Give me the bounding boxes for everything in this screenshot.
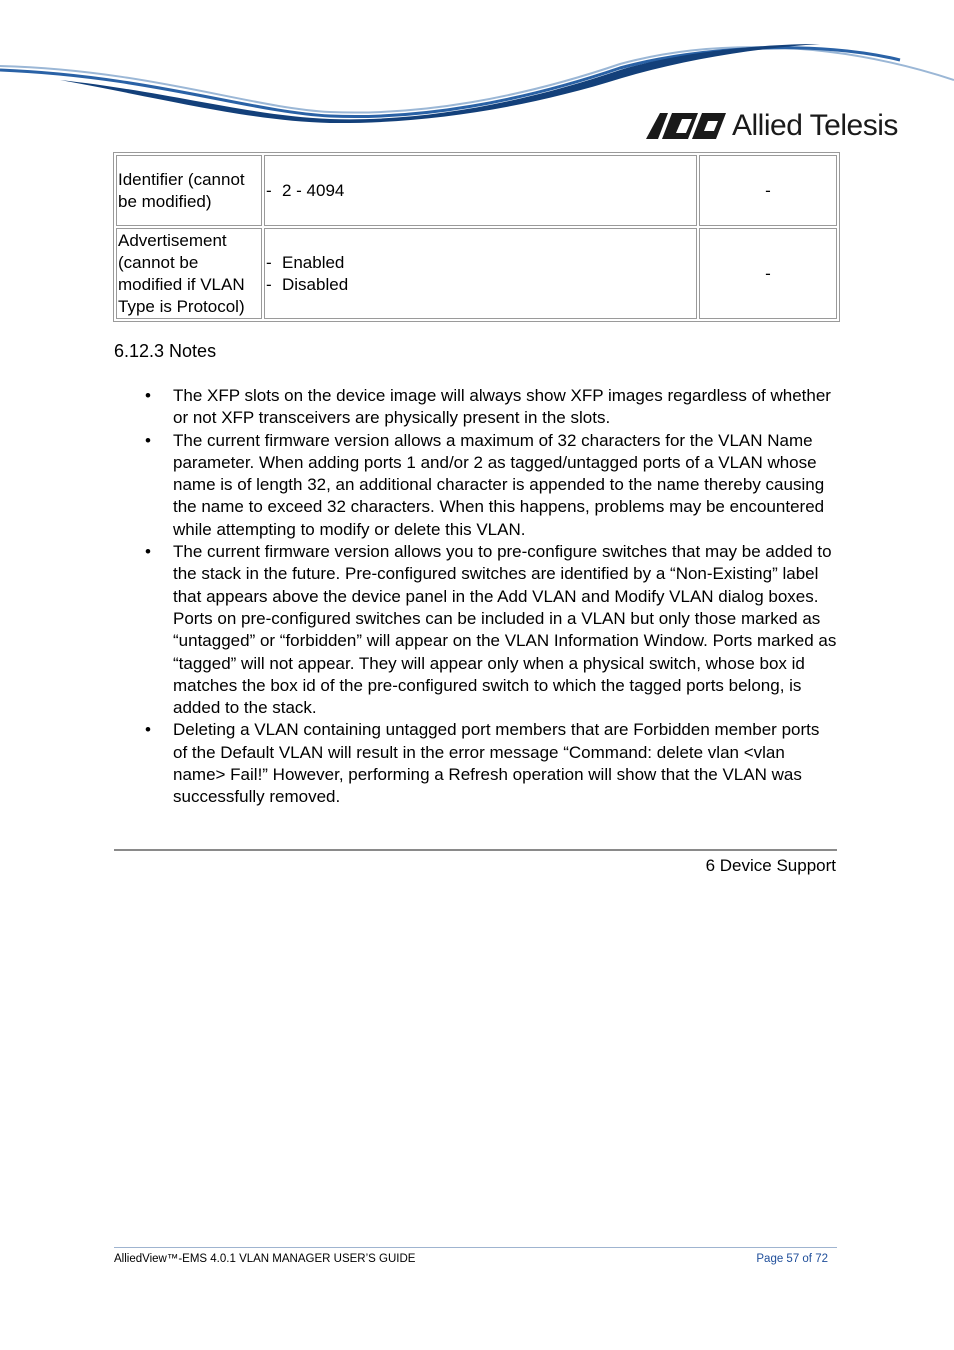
note-text: Deleting a VLAN containing untagged port members that are Forbidden member ports of the Default VLAN will result in the error message “Command: delete vlan <vlan name> Fail!” However, performing a Refresh operation will show that the VLAN was successfully removed. (173, 720, 820, 807)
logo-wordmark: Allied Telesis (732, 109, 898, 142)
option-value: Disabled (282, 274, 349, 294)
bullet-icon: • (145, 720, 151, 740)
table-row (116, 155, 837, 226)
bullet-icon: • (145, 542, 151, 562)
bullet-icon: • (145, 430, 151, 450)
chapter-divider (114, 849, 837, 851)
section-heading: 6.12.3 Notes (114, 341, 217, 361)
option-dash: - (266, 180, 272, 200)
allied-telesis-emblem-icon (646, 113, 726, 139)
table-row (116, 228, 837, 319)
note-text: The current firmware version allows a maximum of 32 characters for the VLAN Name parameter. When adding ports 1 and/or 2 as tagged/untagged ports of a VLAN whose name is of length 32, an additional character is appended to the name thereby causing the name to exceed 32 characters. When this happens, problems may be encountered while attempting to modify or delete this VLAN. (173, 430, 825, 539)
note-text: The XFP slots on the device image will always show XFP images regardless of whether or not XFP transceivers are physically present in the slots. (173, 386, 831, 428)
options-cell (264, 228, 697, 319)
param-cell: Advertisement (cannot be modified if VLAN Type is Protocol) (116, 228, 262, 319)
options-cell (264, 155, 697, 226)
page-number: Page 57 of 72 (756, 1253, 828, 1265)
option-line (266, 274, 695, 296)
note-text: The current firmware version allows you to pre-configure switches that may be added to the stack in the future. Pre-configured switches are identified by a “Non-Existing” label that appears above the device panel in the Add VLAN and Modify VLAN dialog boxes. Ports on pre-configured switches can be included in a VLAN but only those marked as “untagged” or “forbidden” will appear on the VLAN Information Window. Ports marked as “tagged” will not appear. They will appear only when a physical switch, whose box id matches the box id of the pre-configured switch to which the tagged ports belong, is added to the stack. (173, 542, 837, 718)
chapter-footer: 6 Device Support (705, 856, 836, 875)
parameter-table (113, 152, 840, 322)
option-dash: - (266, 274, 272, 294)
option-value: Enabled (282, 252, 345, 272)
option-line (266, 180, 695, 202)
list-item (145, 430, 838, 541)
document-title-footer: AlliedView™-EMS 4.0.1 VLAN MANAGER USER’S GUIDE (114, 1253, 416, 1265)
param-cell: Identifier (cannot be modified) (116, 155, 262, 226)
option-dash: - (266, 252, 272, 272)
option-line (266, 252, 695, 274)
default-cell: - (699, 155, 837, 226)
list-item (145, 385, 838, 430)
option-value: 2 - 4094 (282, 180, 345, 200)
default-cell: - (699, 228, 837, 319)
notes-list (145, 385, 838, 809)
footer-divider (114, 1247, 837, 1248)
allied-telesis-logo (646, 108, 898, 144)
list-item (145, 719, 838, 808)
bullet-icon: • (145, 386, 151, 405)
list-item (145, 541, 838, 719)
